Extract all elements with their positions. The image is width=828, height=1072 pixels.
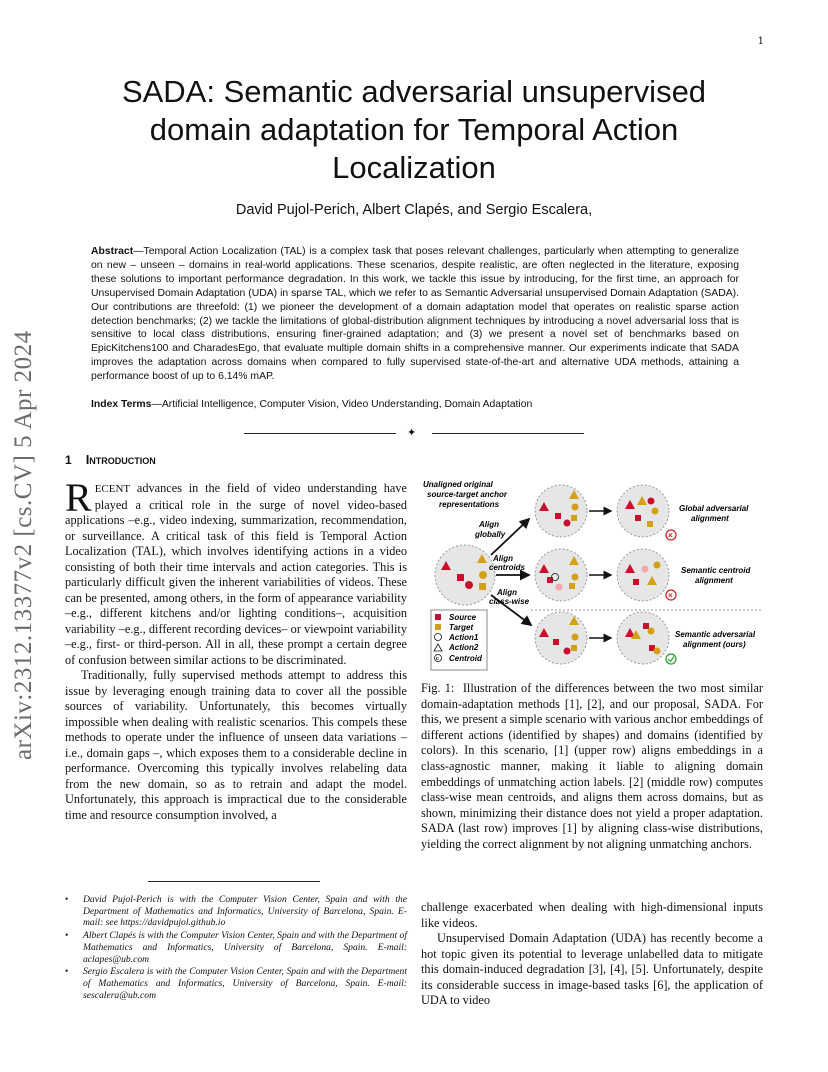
label-unaligned-1: Unaligned original [423, 480, 493, 489]
target-action1-dot [479, 571, 487, 579]
section-divider [244, 427, 584, 439]
divider-line-left [244, 433, 396, 434]
label-unaligned-2: source-target anchor [427, 490, 508, 499]
label-global-1: Global adversarial [679, 504, 749, 513]
diamond-icon: ✦ [407, 426, 417, 439]
footnote-item: • David Pujol-Perich is with the Computer Vision Center, Spain and with the Department of Mathematics and Informatics, University of Barcelona, Spain. E-mail: see https://davidpujol.github.io [65, 894, 407, 929]
paper-title: SADA: Semantic adversarial unsupervised domain adaptation for Temporal Action Localization [121, 74, 707, 185]
page-number: 1 [757, 36, 764, 47]
abstract [91, 245, 739, 384]
svg-text:×: × [668, 531, 673, 540]
intro-paragraph-1-text: advances in the field of video understanding have played a critical role in the surge of novel video-based applications –e.g., video indexing, summarization, recommendation, or surveillance. A critical task of this field is Temporal Action Localization (TAL), which involves identifying actions in a video consisting of both their time intervals and action categories. This is particularly difficult given the inherent variabilities of videos. These can be presented, among others, in the form of appearance variability –e.g., different kitchens and/or lighting conditions–, acquisition variability –e.g., different recording devices– or viewpoint variability –e.g., first- or third-person. All in all, these prompt a certain degree of confusion between similar actions to be discriminated. [65, 481, 407, 667]
figure-1 [421, 473, 763, 673]
embedding-circle-sada-after [617, 612, 669, 664]
legend-target: Target [449, 623, 474, 632]
target-action1-marker [479, 583, 486, 590]
left-column [65, 475, 407, 823]
abstract-label: Abstract [91, 246, 134, 257]
divider-line-right [432, 433, 584, 434]
label-semantic-adversarial-2: alignment (ours) [683, 640, 746, 649]
footnote-item: • Albert Clapés is with the Computer Vision Center, Spain and with the Department of Mathematics and Informatics, University of Barcelona, Spain. E-mail: aclapes@ub.com [65, 930, 407, 965]
source-action1-marker [457, 574, 464, 581]
section-heading [65, 452, 156, 467]
index-terms-label: Index Terms [91, 399, 152, 410]
caption-label: Fig. 1: [421, 681, 455, 695]
section-title: Introduction [85, 452, 156, 467]
intro-paragraph-2: Traditionally, fully supervised methods attempt to address this issue by leveraging enough training data to cover all the possible sources of variability. Unfortunately, this becomes virtually impossible when dealing with realistic scenarios. This compels these methods to operate under the influence of unseen data variations – i.e., domain gaps –, which exposes them to a considerable decline in performance. Overcoming this typically involves relabeling data from the new domain, so as to retrain and adapt the model. Unfortunately, this approach is impractical due to the considerable time and resource consumption involved, a [65, 668, 407, 822]
source-action1-dot [465, 581, 473, 589]
embedding-circle-sada-before [535, 612, 587, 664]
success-icon [666, 654, 676, 664]
label-align-centroids-2: centroids [489, 563, 526, 572]
intro-paragraph-1 [65, 475, 407, 668]
right-column [421, 900, 763, 1009]
label-global-2: alignment [691, 514, 729, 523]
embedding-circle-global-after [617, 485, 669, 537]
label-align-classwise-1: Align [497, 588, 517, 597]
legend-centroid: Centroid [449, 654, 482, 663]
index-terms-text: —Artificial Intelligence, Computer Vision, Video Understanding, Domain Adaptation [151, 399, 533, 410]
footnotes [65, 894, 407, 1002]
abstract-text: —Temporal Action Localization (TAL) is a complex task that poses relevant challenges, particularly when attempting to generalize on new – unseen – domains in real-world applications. These scenarios, despite realistic, are often neglected in the literature, exposing these solutions to important performance degradation. In this work, we tackle this issue by introducing, for the first time, an approach for Unsupervised Domain Adaptation (UDA) in sparse TAL, which we refer to as Semantic Adversarial unsupervised Domain Adaptation (SADA). Our contributions are threefold: (1) we pioneer the development of a domain adaptation model that operates on realistic sparse action detection benchmarks; (2) we tackle the limitations of global-distribution alignment techniques by introducing a novel adversarial loss that is sensitive to local class distributions, ensuring finer-grained adaptation; and (3) we present a novel set of benchmarks based on EpicKitchens100 and CharadesEgo, that evaluate multiple domain shifts in a comprehensive manner. Our experiments indicate that SADA improves the adaptation across domains when compared to fully supervised state-of-the-art and alternative UDA methods, attaining a performance boost of up to 6.14% mAP. [91, 246, 739, 383]
index-terms [91, 399, 739, 410]
embedding-circle-centroid-before [535, 549, 587, 601]
label-align-globally-2: globally [475, 530, 506, 539]
label-unaligned-3: representations [439, 500, 500, 509]
label-align-centroids-1: Align [493, 554, 513, 563]
label-semantic-adversarial-1: Semantic adversarial [675, 630, 756, 639]
label-align-globally-1: Align [479, 520, 499, 529]
svg-text:×: × [668, 591, 673, 600]
arxiv-stamp: arXiv:2312.13377v2 [cs.CV] 5 Apr 2024 [10, 330, 37, 760]
caption-text: Illustration of the differences between the two most similar domain-adaptation methods [1], [2], and our proposal, SADA. For this, we present a simple scenario with various anchor embeddings of different actions (identified by shapes) and domains (identified by colors). In this scenario, [1] (upper row) aligns embeddings in a class-agnostic manner, making it liable to aligning domain embeddings of unmatching action labels. [2] (middle row) computes class-wise mean centroids, and aligns them across domains, but as shown, minimizing their distance does not yield a proper adaptation. SADA (last row) improves [1] by aligning class-wise distributions, yielding the correct alignment by not aligning unmatching anchors. [421, 681, 764, 851]
label-align-classwise-2: class-wise [489, 597, 530, 606]
right-paragraph-1: challenge exacerbated when dealing with high-dimensional inputs like videos. [421, 900, 763, 930]
svg-text:c: c [436, 656, 439, 662]
embedding-circle-centroid-after [617, 549, 669, 601]
legend-action1: Action1 [449, 633, 479, 642]
label-semantic-centroid-2: alignment [695, 576, 733, 585]
figure-diagram [421, 473, 763, 673]
dropcap: R [65, 475, 92, 520]
section-number: 1 [65, 453, 72, 467]
legend-source: Source [449, 613, 477, 622]
label-semantic-centroid-1: Semantic centroid [681, 566, 751, 575]
footnote-rule [148, 881, 320, 882]
legend-action2: Action2 [449, 643, 479, 652]
right-paragraph-2: Unsupervised Domain Adaptation (UDA) has recently become a hot topic given its potential to leverage unlabelled data to mitigate this domain-induced degradation [3], [4], [5]. Unfortunately, despite its considerable success in image-based tasks [6], the application of UDA to video [421, 931, 763, 1007]
smallcaps-word: ECENT [94, 483, 131, 495]
figure-caption [421, 681, 763, 853]
authors: David Pujol-Perich, Albert Clapés, and Sergio Escalera, [235, 202, 593, 218]
footnote-item: • Sergio Escalera is with the Computer Vision Center, Spain and with the Department of Mathematics and Informatics, University of Barcelona, Spain. E-mail: sescalera@ub.com [65, 966, 407, 1001]
